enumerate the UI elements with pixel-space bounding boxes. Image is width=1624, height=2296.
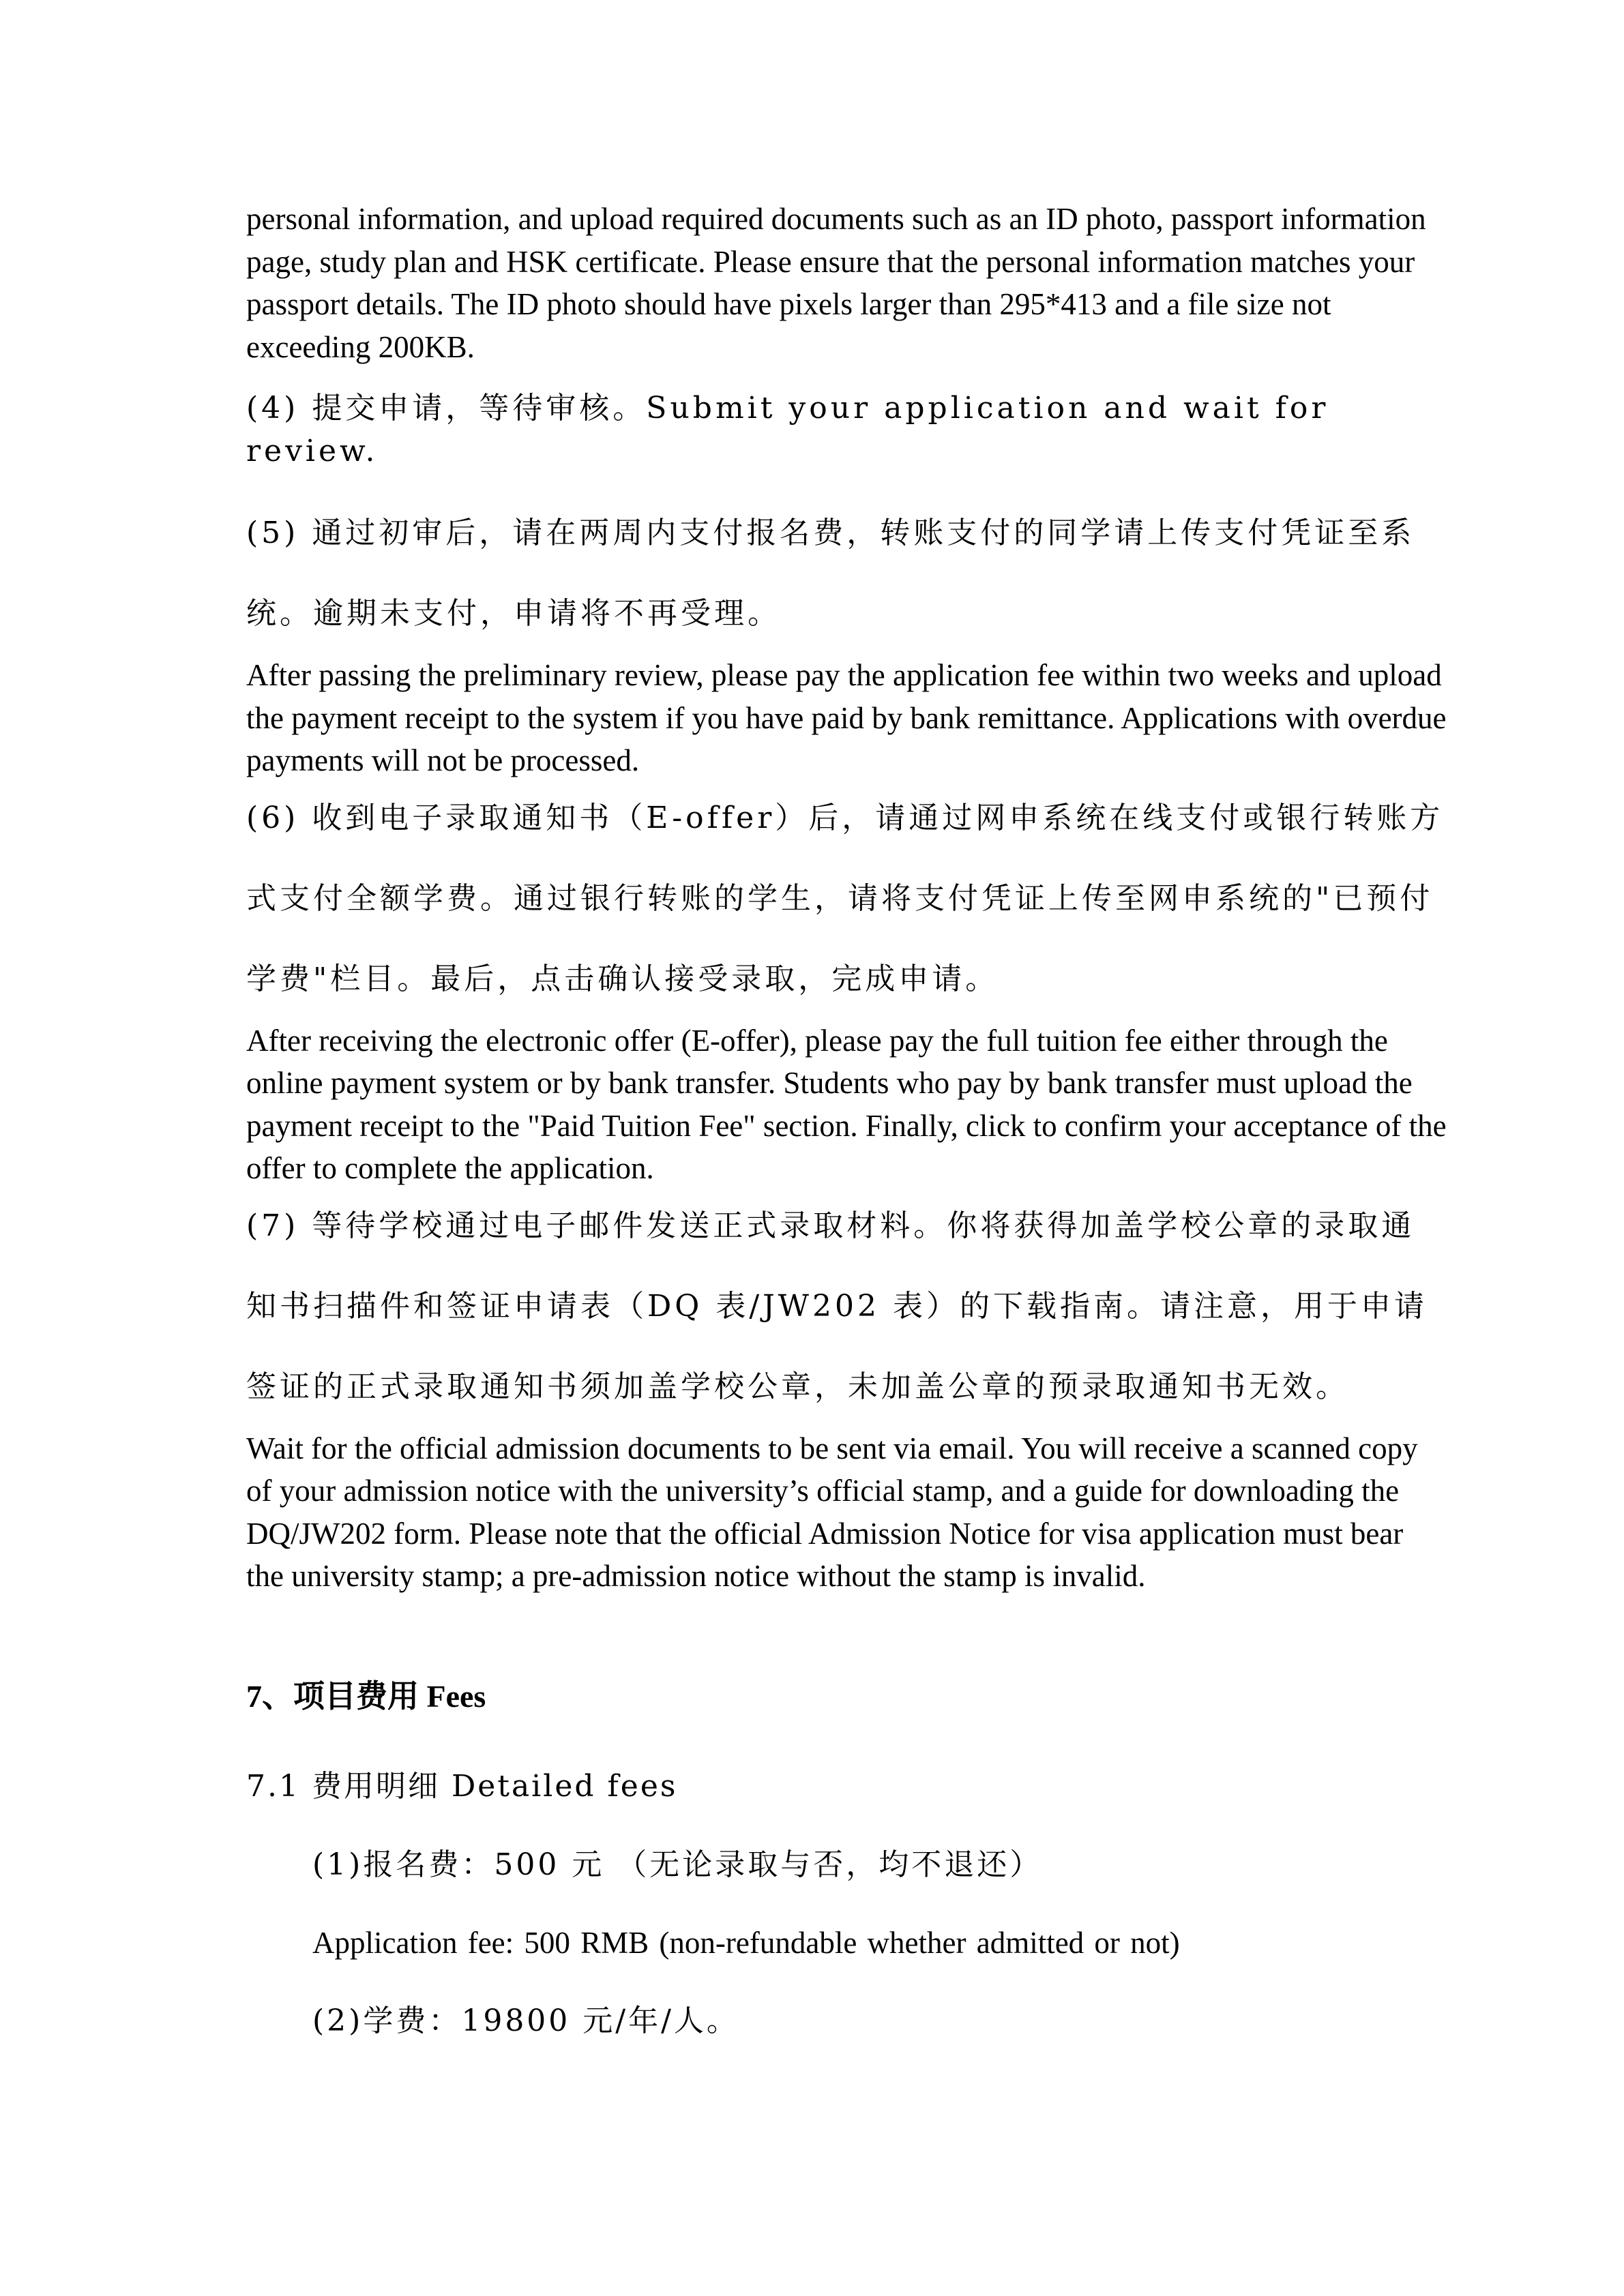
document-page xyxy=(246,198,1447,2042)
subheading-detailed-fees: 7.1 费用明细 Detailed fees xyxy=(246,1769,678,1804)
fee-list xyxy=(246,1844,1447,2043)
tuition-fee-chinese: (2)学费：19800 元/年/人。 xyxy=(312,2003,739,2038)
step-7-chinese: (7) 等待学校通过电子邮件发送正式录取材料。你将获得加盖学校公章的录取通知书扫描件和签证申请表（DQ 表/JW202 表）的下载指南。请注意，用于申请签证的正式录取通知书须加盖学校公章，未加盖公章的预录取通知书无效。 xyxy=(246,1208,1428,1404)
step-4: (4) 提交申请，等待审核。Submit your application and wait for review. xyxy=(246,391,1329,468)
step-5-chinese: (5) 通过初审后，请在两周内支付报名费，转账支付的同学请上传支付凭证至系统。逾期未支付，申请将不再受理。 xyxy=(246,516,1415,631)
step-7-english: Wait for the official admission documents to be sent via email. You will receive a scanned copy of your admission notice with the university’s official stamp, and a guide for downloading the DQ/JW202 form. Please note that the official Admission Notice for visa application must bear the university stamp; a pre-admission notice without the stamp is invalid. xyxy=(246,1431,1418,1593)
section-heading-fees: 7、项目费用 Fees xyxy=(246,1678,486,1714)
step-6-chinese: (6) 收到电子录取通知书（E-offer）后，请通过网申系统在线支付或银行转账方式支付全额学费。通过银行转账的学生，请将支付凭证上传至网申系统的"已预付学费"栏目。最后，点击确认接受录取，完成申请。 xyxy=(246,800,1444,996)
application-fee-chinese: (1)报名费：500 元 （无论录取与否，均不退还） xyxy=(312,1847,1043,1882)
application-fee-english: Application fee: 500 RMB (non-refundable whether admitted or not) xyxy=(312,1926,1180,1960)
intro-paragraph: personal information, and upload required documents such as an ID photo, passport information page, study plan and HSK certificate. Please ensure that the personal information matches your passport details. The ID photo should have pixels larger than 295*413 and a file size not exceeding 200KB. xyxy=(246,202,1426,364)
step-6-english: After receiving the electronic offer (E-offer), please pay the full tuition fee either through the online payment system or by bank transfer. Students who pay by bank transfer must upload the payment receipt to the "Paid Tuition Fee" section. Finally, click to confirm your acceptance of the offer to complete the application. xyxy=(246,1023,1447,1185)
step-5-english: After passing the preliminary review, please pay the application fee within two weeks and upload the payment receipt to the system if you have paid by bank remittance. Applications with overdue payments will not be processed. xyxy=(246,658,1447,777)
